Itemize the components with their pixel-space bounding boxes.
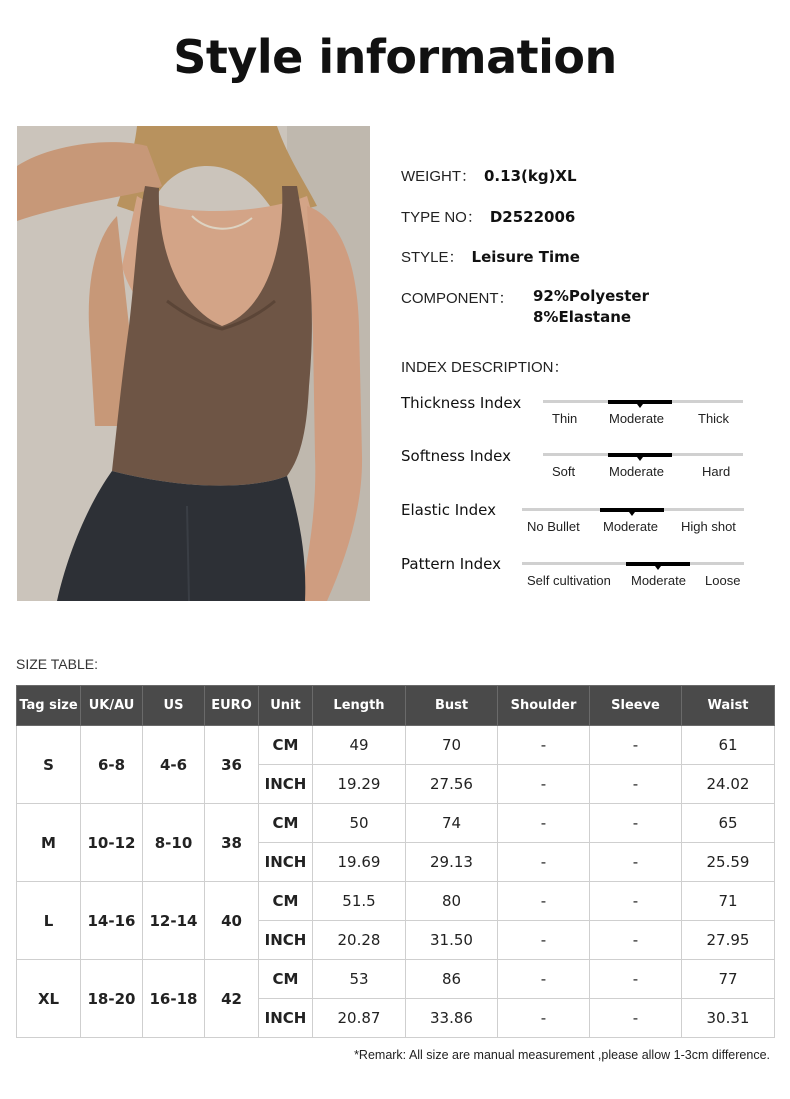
table-row [17, 726, 775, 765]
elastic-option-moderate: Moderate [603, 519, 658, 534]
pattern-index-label: Pattern Index [401, 555, 502, 573]
header-sleeve: Sleeve [590, 686, 682, 726]
length-cell: 49 [313, 726, 406, 765]
unit-cell: INCH [259, 765, 313, 804]
shoulder-cell: - [498, 765, 590, 804]
component-label: COMPONENT： [401, 290, 514, 307]
size-table [16, 685, 775, 1038]
page-title: Style information [173, 30, 617, 84]
us-cell: 16-18 [143, 960, 205, 1038]
bust-cell: 70 [406, 726, 498, 765]
pattern-option-self-cultivation: Self cultivation [527, 573, 611, 588]
shoulder-cell: - [498, 960, 590, 999]
unit-cell: INCH [259, 999, 313, 1038]
thickness-pointer-icon [637, 404, 643, 408]
bust-cell: 86 [406, 960, 498, 999]
bust-cell: 74 [406, 804, 498, 843]
elastic-option-high-shot: High shot [681, 519, 736, 534]
header-bust: Bust [406, 686, 498, 726]
pattern-option-loose: Loose [705, 573, 741, 588]
bust-cell: 33.86 [406, 999, 498, 1038]
waist-cell: 25.59 [682, 843, 775, 882]
pattern-pointer-icon [655, 566, 661, 570]
header-shoulder: Shoulder [498, 686, 590, 726]
size-table-title: SIZE TABLE: [16, 656, 98, 672]
unit-cell: CM [259, 726, 313, 765]
uk-au-cell: 14-16 [81, 882, 143, 960]
type-value: D2522006 [489, 208, 576, 226]
softness-option-hard: Hard [702, 464, 731, 479]
sleeve-cell: - [590, 960, 682, 999]
bust-cell: 80 [406, 882, 498, 921]
length-cell: 19.69 [313, 843, 406, 882]
waist-cell: 65 [682, 804, 775, 843]
weight-row [401, 165, 577, 186]
sleeve-cell: - [590, 804, 682, 843]
sleeve-cell: - [590, 999, 682, 1038]
waist-cell: 24.02 [682, 765, 775, 804]
header-us: US [143, 686, 205, 726]
weight-value: 0.13(kg)XL [484, 167, 577, 185]
sleeve-cell: - [590, 726, 682, 765]
euro-cell: 38 [205, 804, 259, 882]
length-cell: 51.5 [313, 882, 406, 921]
shoulder-cell: - [498, 843, 590, 882]
uk-au-cell: 6-8 [81, 726, 143, 804]
us-cell: 8-10 [143, 804, 205, 882]
weight-label: WEIGHT： [401, 168, 476, 185]
uk-au-cell: 18-20 [81, 960, 143, 1038]
tag-size-cell: M [17, 804, 81, 882]
shoulder-cell: - [498, 882, 590, 921]
length-cell: 50 [313, 804, 406, 843]
tank-top-illustration-icon [17, 126, 370, 601]
softness-index-label: Softness Index [401, 447, 512, 465]
style-row [401, 246, 580, 267]
remark-note: *Remark: All size are manual measurement ,please allow 1-3cm difference. [354, 1048, 770, 1062]
thickness-option-thin: Thin [552, 411, 578, 426]
waist-cell: 77 [682, 960, 775, 999]
table-row [17, 960, 775, 999]
elastic-option-no-bullet: No Bullet [527, 519, 580, 534]
length-cell: 19.29 [313, 765, 406, 804]
waist-cell: 30.31 [682, 999, 775, 1038]
softness-option-soft: Soft [552, 464, 576, 479]
shoulder-cell: - [498, 921, 590, 960]
uk-au-cell: 10-12 [81, 804, 143, 882]
euro-cell: 42 [205, 960, 259, 1038]
waist-cell: 61 [682, 726, 775, 765]
elastic-index-label: Elastic Index [401, 501, 497, 519]
sleeve-cell: - [590, 843, 682, 882]
size-table-header [17, 686, 775, 726]
header-tag-size: Tag size [17, 686, 81, 726]
bust-cell: 29.13 [406, 843, 498, 882]
component-row [401, 287, 514, 308]
euro-cell: 36 [205, 726, 259, 804]
unit-cell: INCH [259, 921, 313, 960]
index-description-title: INDEX DESCRIPTION： [401, 359, 569, 376]
header-waist: Waist [682, 686, 775, 726]
type-row [401, 206, 575, 227]
us-cell: 12-14 [143, 882, 205, 960]
euro-cell: 40 [205, 882, 259, 960]
tag-size-cell: S [17, 726, 81, 804]
header-unit: Unit [259, 686, 313, 726]
component-value-2: 8%Elastane [533, 308, 632, 326]
unit-cell: CM [259, 804, 313, 843]
sleeve-cell: - [590, 765, 682, 804]
softness-pointer-icon [637, 457, 643, 461]
sleeve-cell: - [590, 882, 682, 921]
header-uk-au: UK/AU [81, 686, 143, 726]
thickness-option-moderate: Moderate [609, 411, 664, 426]
table-row [17, 804, 775, 843]
waist-cell: 71 [682, 882, 775, 921]
header-euro: EURO [205, 686, 259, 726]
type-label: TYPE NO： [401, 209, 482, 226]
tag-size-cell: L [17, 882, 81, 960]
elastic-pointer-icon [629, 512, 635, 516]
table-row [17, 882, 775, 921]
shoulder-cell: - [498, 726, 590, 765]
style-label: STYLE： [401, 249, 464, 266]
waist-cell: 27.95 [682, 921, 775, 960]
bust-cell: 27.56 [406, 765, 498, 804]
style-value: Leisure Time [471, 248, 580, 266]
bust-cell: 31.50 [406, 921, 498, 960]
us-cell: 4-6 [143, 726, 205, 804]
length-cell: 53 [313, 960, 406, 999]
length-cell: 20.28 [313, 921, 406, 960]
unit-cell: CM [259, 882, 313, 921]
header-length: Length [313, 686, 406, 726]
shoulder-cell: - [498, 999, 590, 1038]
thickness-option-thick: Thick [698, 411, 730, 426]
unit-cell: CM [259, 960, 313, 999]
product-photo [17, 126, 370, 601]
component-value-1: 92%Polyester [533, 287, 649, 305]
shoulder-cell: - [498, 804, 590, 843]
pattern-option-moderate: Moderate [631, 573, 686, 588]
sleeve-cell: - [590, 921, 682, 960]
thickness-index-label: Thickness Index [401, 394, 522, 412]
softness-option-moderate: Moderate [609, 464, 664, 479]
unit-cell: INCH [259, 843, 313, 882]
tag-size-cell: XL [17, 960, 81, 1038]
length-cell: 20.87 [313, 999, 406, 1038]
